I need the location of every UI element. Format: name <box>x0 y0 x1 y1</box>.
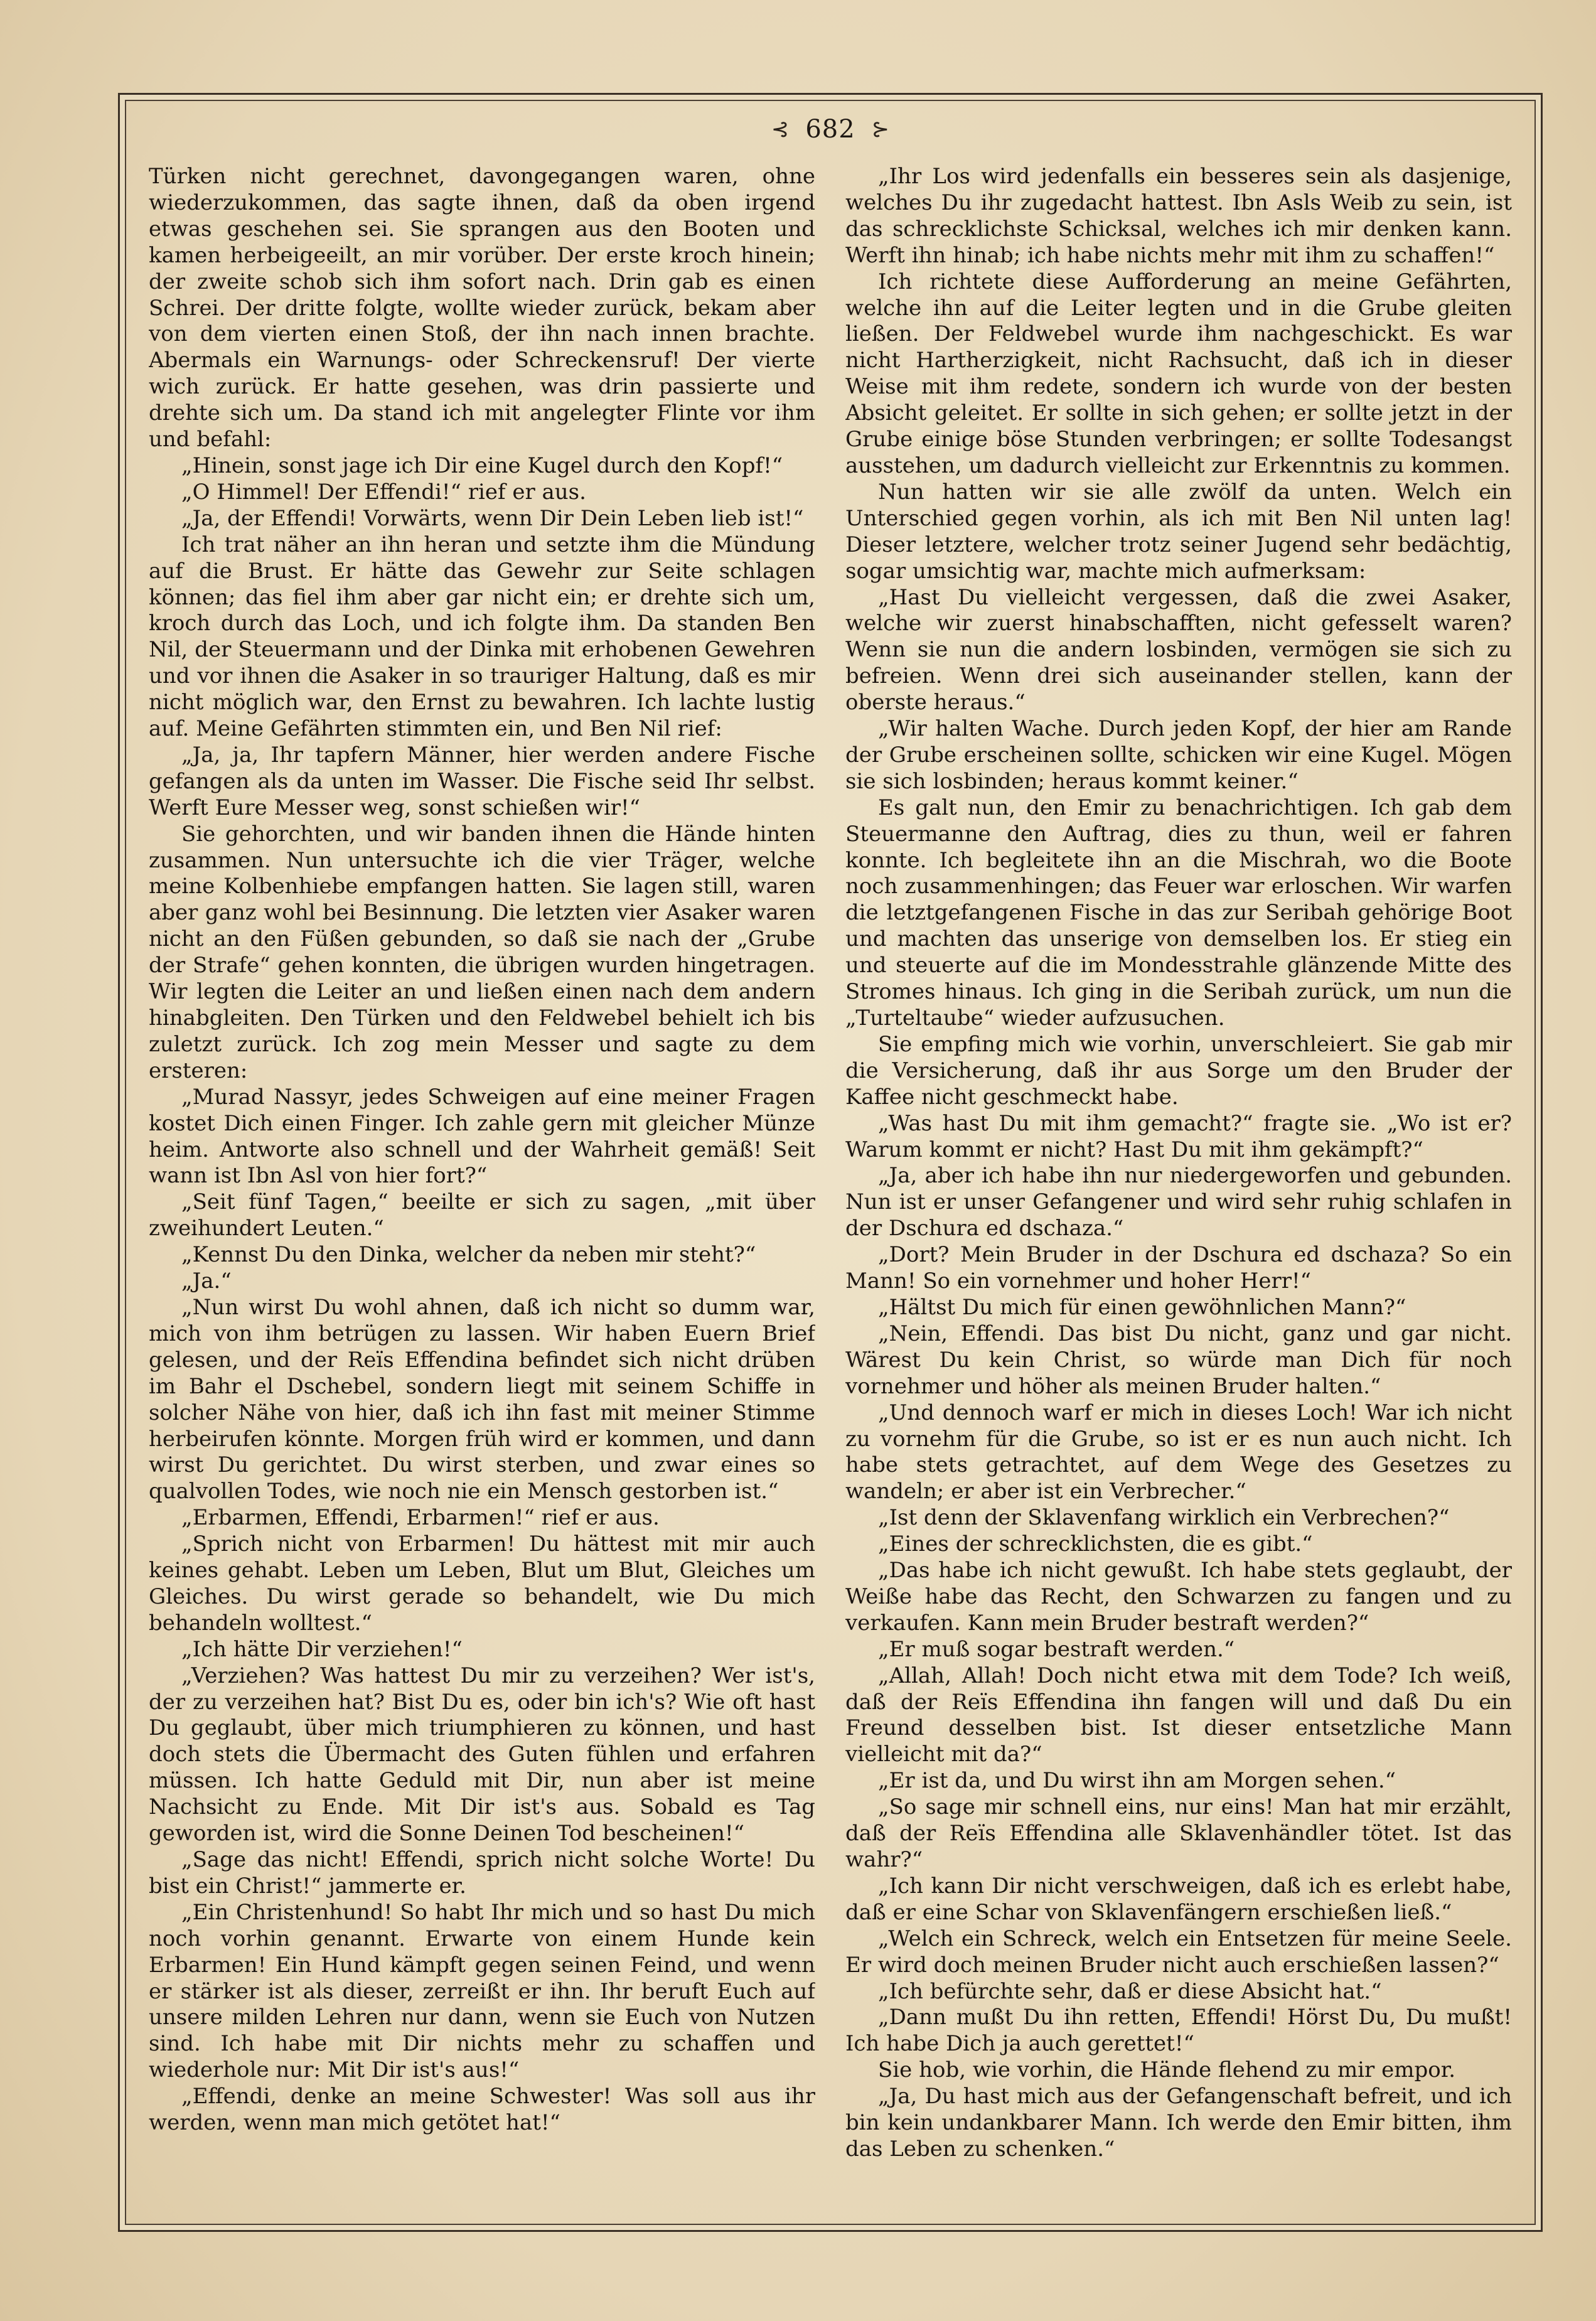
paragraph: „Ja, ja, Ihr tapfern Männer, hier werden andere Fische gefangen als da unten im Wasser. Die Fische seid Ihr selbst. Werft Eure Messer weg, sonst schießen wir!“ <box>149 742 815 820</box>
paragraph: „Er muß sogar bestraft werden.“ <box>878 1636 1235 1662</box>
paragraph: Nun hatten wir sie alle zwölf da unten. Welch ein Unterschied gegen vorhin, als ich mit Ben Nil unten lag! Dieser letztere, welcher trotz seiner Jugend sehr bedächtig, sogar umsichtig war, machte mich aufmerksam: <box>845 479 1512 584</box>
paragraph: Sie gehorchten, und wir banden ihnen die Hände hinten zusammen. Nun untersuchte ich die vier Träger, welche meine Kolbenhiebe empfangen hatten. Sie lagen still, waren aber ganz wohl bei Besinnung. Die letzten vier Asaker waren nicht an den Füßen gebunden, so daß sie nach der „Grube der Strafe“ gehen konnten, die übrigen wurden hingetragen. Wir legten die Leiter an und ließen einen nach dem andern hinabgleiten. Den Türken und den Feldwebel behielt ich bis zuletzt zurück. Ich zog mein Messer und sagte zu dem ersteren: <box>149 821 815 1083</box>
paragraph: „Nun wirst Du wohl ahnen, daß ich nicht so dumm war, mich von ihm betrügen zu lassen. Wir haben Euern Brief gelesen, und der Reïs Effendina befindet sich nicht drüben im Bahr el Dschebel, sondern liegt mit seinem Schiffe in solcher Nähe von hier, daß ich ihn fast mit meiner Stimme herbeirufen könnte. Morgen früh wird er kommen, und dann wirst Du gerichtet. Du wirst sterben, und zwar eines so qualvollen Todes, wie noch nie ein Mensch gestorben ist.“ <box>149 1294 815 1504</box>
paragraph: „Ja, Du hast mich aus der Gefangenschaft befreit, und ich bin kein undankbarer Mann. Ich werde den Emir bitten, ihm das Leben zu schenken.“ <box>845 2084 1512 2162</box>
paragraph: „Ein Christenhund! So habt Ihr mich und so hast Du mich noch vorhin genannt. Erwarte von einem Hunde kein Erbarmen! Ein Hund kämpft gegen seinen Feind, und wenn er stärker ist als dieser, zerreißt er ihn. Ihr beruft Euch auf unsere milden Lehren nur dann, wenn sie Euch von Nutzen sind. Ich habe mit Dir nichts mehr zu schaffen und wiederhole nur: Mit Dir ist's aus!“ <box>149 1899 815 2083</box>
paragraph: „Wir halten Wache. Durch jeden Kopf, der hier am Rande der Grube erscheinen sollte, schicken wir eine Kugel. Mögen sie sich losbinden; heraus kommt keiner.“ <box>845 716 1512 794</box>
paragraph: „O Himmel! Der Effendi!“ rief er aus. <box>181 479 586 505</box>
paragraph: „Ich befürchte sehr, daß er diese Absicht hat.“ <box>878 1978 1382 2004</box>
paragraph: „Das habe ich nicht gewußt. Ich habe stets geglaubt, der Weiße habe das Recht, den Schwarzen zu fangen und zu verkaufen. Kann mein Bruder bestraft werden?“ <box>845 1558 1512 1636</box>
left-column <box>149 164 815 2216</box>
paragraph: Ich richtete diese Aufforderung an meine Gefährten, welche ihn auf die Leiter legten und in die Grube gleiten ließen. Der Feldwebel wurde ihm nachgeschickt. Es war nicht Hartherzigkeit, nicht Rachsucht, daß ich in dieser Weise mit ihm redete, sondern ich wurde von der besten Absicht geleitet. Er sollte in sich gehen; er sollte jetzt in der Grube einige böse Stunden verbringen; er sollte Todesangst ausstehen, um dadurch vielleicht zur Erkenntnis zu kommen. <box>845 269 1512 478</box>
text-columns <box>149 164 1512 2216</box>
paragraph: „Dann mußt Du ihn retten, Effendi! Hörst Du, Du mußt! Ich habe Dich ja auch gerettet!“ <box>845 2005 1512 2057</box>
paragraph: Türken nicht gerechnet, davongegangen waren, ohne wiederzukommen, das sagte ihnen, daß da oben irgend etwas geschehen sei. Sie sprangen aus den Booten und kamen herbeigeeilt, an mir vorüber. Der erste kroch hinein; der zweite schob sich ihm sofort nach. Drin gab es einen Schrei. Der dritte folgte, wollte wieder zurück, bekam aber von dem vierten einen Stoß, der ihn nach innen brachte. Abermals ein Warnungs- oder Schreckensruf! Der vierte wich zurück. Er hatte gesehen, was drin passierte und drehte sich um. Da stand ich mit angelegter Flinte vor ihm und befahl: <box>149 164 815 453</box>
paragraph: Es galt nun, den Emir zu benachrichtigen. Ich gab dem Steuermanne den Auftrag, dies zu thun, weil er fahren konnte. Ich begleitete ihn an die Mischrah, wo die Boote noch zusammenhingen; das Feuer war erloschen. Wir warfen die letztgefangenen Fische in das zur Seribah gehörige Boot und machten das unserige von demselben los. Er stieg ein und steuerte auf die im Mondesstrahle glänzende Mitte des Stromes hinaus. Ich ging in die Seribah zurück, um nun die „Turteltaube“ wieder aufzusuchen. <box>845 795 1512 1031</box>
paragraph: „So sage mir schnell eins, nur eins! Man hat mir erzählt, daß der Reïs Effendina alle Sklavenhändler tötet. Ist das wahr?“ <box>845 1794 1512 1872</box>
ornament-left: ⊰ <box>771 117 790 142</box>
paragraph: „Effendi, denke an meine Schwester! Was soll aus ihr werden, wenn man mich getötet hat!“ <box>149 2084 815 2136</box>
paragraph: „Er ist da, und Du wirst ihn am Morgen sehen.“ <box>878 1768 1396 1794</box>
page-header <box>120 95 1541 164</box>
page-frame <box>118 93 1543 2232</box>
paragraph: „Sprich nicht von Erbarmen! Du hättest mit mir auch keines gehabt. Leben um Leben, Blut um Blut, Gleiches um Gleiches. Du wirst gerade so behandelt, wie Du mich behandeln wolltest.“ <box>149 1531 815 1636</box>
paragraph: „Erbarmen, Effendi, Erbarmen!“ rief er aus. <box>181 1505 660 1531</box>
paragraph: „Ich hätte Dir verziehen!“ <box>181 1636 463 1662</box>
paragraph: „Seit fünf Tagen,“ beeilte er sich zu sagen, „mit über zweihundert Leuten.“ <box>149 1189 815 1241</box>
paragraph: „Hältst Du mich für einen gewöhnlichen Mann?“ <box>878 1294 1406 1320</box>
paragraph: „Ihr Los wird jedenfalls ein besseres sein als dasjenige, welches Du ihr zugedacht hattest. Ibn Asls Weib zu sein, ist das schrecklichste Schicksal, welches ich mir denken kann. Werft ihn hinab; ich habe nichts mehr mit ihm zu schaffen!“ <box>845 164 1512 268</box>
paragraph: „Und dennoch warf er mich in dieses Loch! War ich nicht zu vornehm für die Grube, so ist er es nun auch nicht. Ich habe stets getrachtet, auf dem Wege des Gesetzes zu wandeln; er aber ist ein Verbrecher.“ <box>845 1400 1512 1504</box>
paragraph: Sie hob, wie vorhin, die Hände flehend zu mir empor. <box>878 2057 1456 2083</box>
paragraph: „Allah, Allah! Doch nicht etwa mit dem Tode? Ich weiß, daß der Reïs Effendina ihn fangen will und daß Du ein Freund desselben bist. Ist dieser entsetzliche Mann vielleicht mit da?“ <box>845 1663 1512 1767</box>
paragraph: „Ja, aber ich habe ihn nur niedergeworfen und gebunden. Nun ist er unser Gefangener und wird sehr ruhig schlafen in der Dschura ed dschaza.“ <box>845 1163 1512 1241</box>
paragraph: „Ich kann Dir nicht verschweigen, daß ich es erlebt habe, daß er eine Schar von Sklavenfängern erschießen ließ.“ <box>845 1873 1512 1925</box>
paragraph: „Sage das nicht! Effendi, sprich nicht solche Worte! Du bist ein Christ!“ jammerte er. <box>149 1847 815 1899</box>
paragraph: „Eines der schrecklichsten, die es gibt.“ <box>878 1531 1313 1557</box>
paragraph: „Murad Nassyr, jedes Schweigen auf eine meiner Fragen kostet Dich einen Finger. Ich zahle gern mit gleicher Münze heim. Antworte also schnell und der Wahrheit gemäß! Seit wann ist Ibn Asl von hier fort?“ <box>149 1084 815 1189</box>
paragraph: „Was hast Du mit ihm gemacht?“ fragte sie. „Wo ist er? Warum kommt er nicht? Hast Du mit ihm gekämpft?“ <box>845 1110 1512 1162</box>
paragraph: „Hinein, sonst jage ich Dir eine Kugel durch den Kopf!“ <box>181 453 783 478</box>
paragraph: „Welch ein Schreck, welch ein Entsetzen für meine Seele. Er wird doch meinen Bruder nicht auch erschießen lassen?“ <box>845 1926 1512 1978</box>
paragraph: „Verziehen? Was hattest Du mir zu verzeihen? Wer ist's, der zu verzeihen hat? Bist Du es, oder bin ich's? Wie oft hast Du geglaubt, über mich triumphieren zu können, und hast doch stets die Übermacht des Guten fühlen und erfahren müssen. Ich hatte Geduld mit Dir, nun aber ist meine Nachsicht zu Ende. Mit Dir ist's aus. Sobald es Tag geworden ist, wird die Sonne Deinen Tod bescheinen!“ <box>149 1663 815 1847</box>
ornament-right: ⊱ <box>871 117 890 142</box>
paragraph: Ich trat näher an ihn heran und setzte ihm die Mündung auf die Brust. Er hätte das Gewehr zur Seite schlagen können; das fiel ihm aber gar nicht ein; er drehte sich um, kroch durch das Loch, und ich folgte ihm. Da standen Ben Nil, der Steuermann und der Dinka mit erhobenen Gewehren und vor ihnen die Asaker in so trauriger Haltung, daß es mir nicht möglich war, den Ernst zu bewahren. Ich lachte lustig auf. Meine Gefährten stimmten ein, und Ben Nil rief: <box>149 532 815 742</box>
paragraph: „Dort? Mein Bruder in der Dschura ed dschaza? So ein Mann! So ein vornehmer und hoher Herr!“ <box>845 1242 1512 1294</box>
right-column <box>845 164 1512 2216</box>
page-number: 682 <box>805 115 855 144</box>
paragraph: „Ja.“ <box>181 1268 232 1294</box>
paragraph: „Kennst Du den Dinka, welcher da neben mir steht?“ <box>181 1242 756 1268</box>
paragraph: „Ja, der Effendi! Vorwärts, wenn Dir Dein Leben lieb ist!“ <box>181 505 804 531</box>
paragraph: „Ist denn der Sklavenfang wirklich ein Verbrechen?“ <box>878 1505 1450 1531</box>
paragraph: „Nein, Effendi. Das bist Du nicht, ganz und gar nicht. Wärest Du kein Christ, so würde man Dich für noch vornehmer und höher als meinen Bruder halten.“ <box>845 1321 1512 1399</box>
paragraph: Sie empfing mich wie vorhin, unverschleiert. Sie gab mir die Versicherung, daß ihr aus Sorge um den Bruder der Kaffee nicht geschmeckt habe. <box>845 1031 1512 1110</box>
paragraph: „Hast Du vielleicht vergessen, daß die zwei Asaker, welche wir zuerst hinabschafften, nicht gefesselt waren? Wenn sie nun die andern losbinden, vermögen sie sich zu befreien. Wenn drei sich auseinander stellen, kann der oberste heraus.“ <box>845 584 1512 716</box>
